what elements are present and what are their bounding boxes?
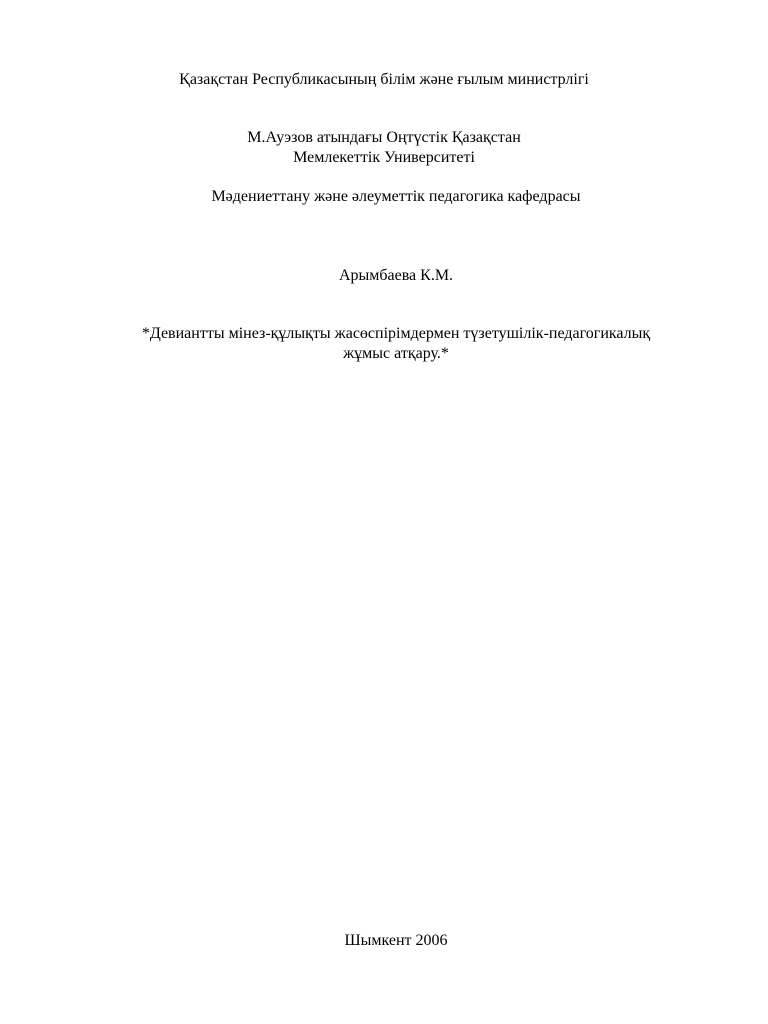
work-title — [24, 324, 768, 364]
city-year: Шымкент 2006 — [344, 932, 448, 949]
university-name-line-1: М.Ауэзов атындағы Оңтүстік Қазақстан — [247, 129, 521, 146]
university-name-line-2: Мемлекеттік Университеті — [293, 149, 475, 166]
department-name: Мәдениеттану және әлеуметтік педагогика кафедрасы — [211, 188, 581, 205]
work-title-line-1: *Девиантты мінез-құлықты жасөспірімдермен түзетушілік-педагогикалық — [141, 325, 651, 342]
ministry-heading: Қазақстан Республикасының білім және ғылым министрлігі — [179, 71, 589, 88]
university-name — [24, 128, 744, 168]
author-name: Арымбаева К.М. — [338, 267, 454, 284]
work-title-line-2: жұмыс атқару.* — [343, 345, 449, 362]
